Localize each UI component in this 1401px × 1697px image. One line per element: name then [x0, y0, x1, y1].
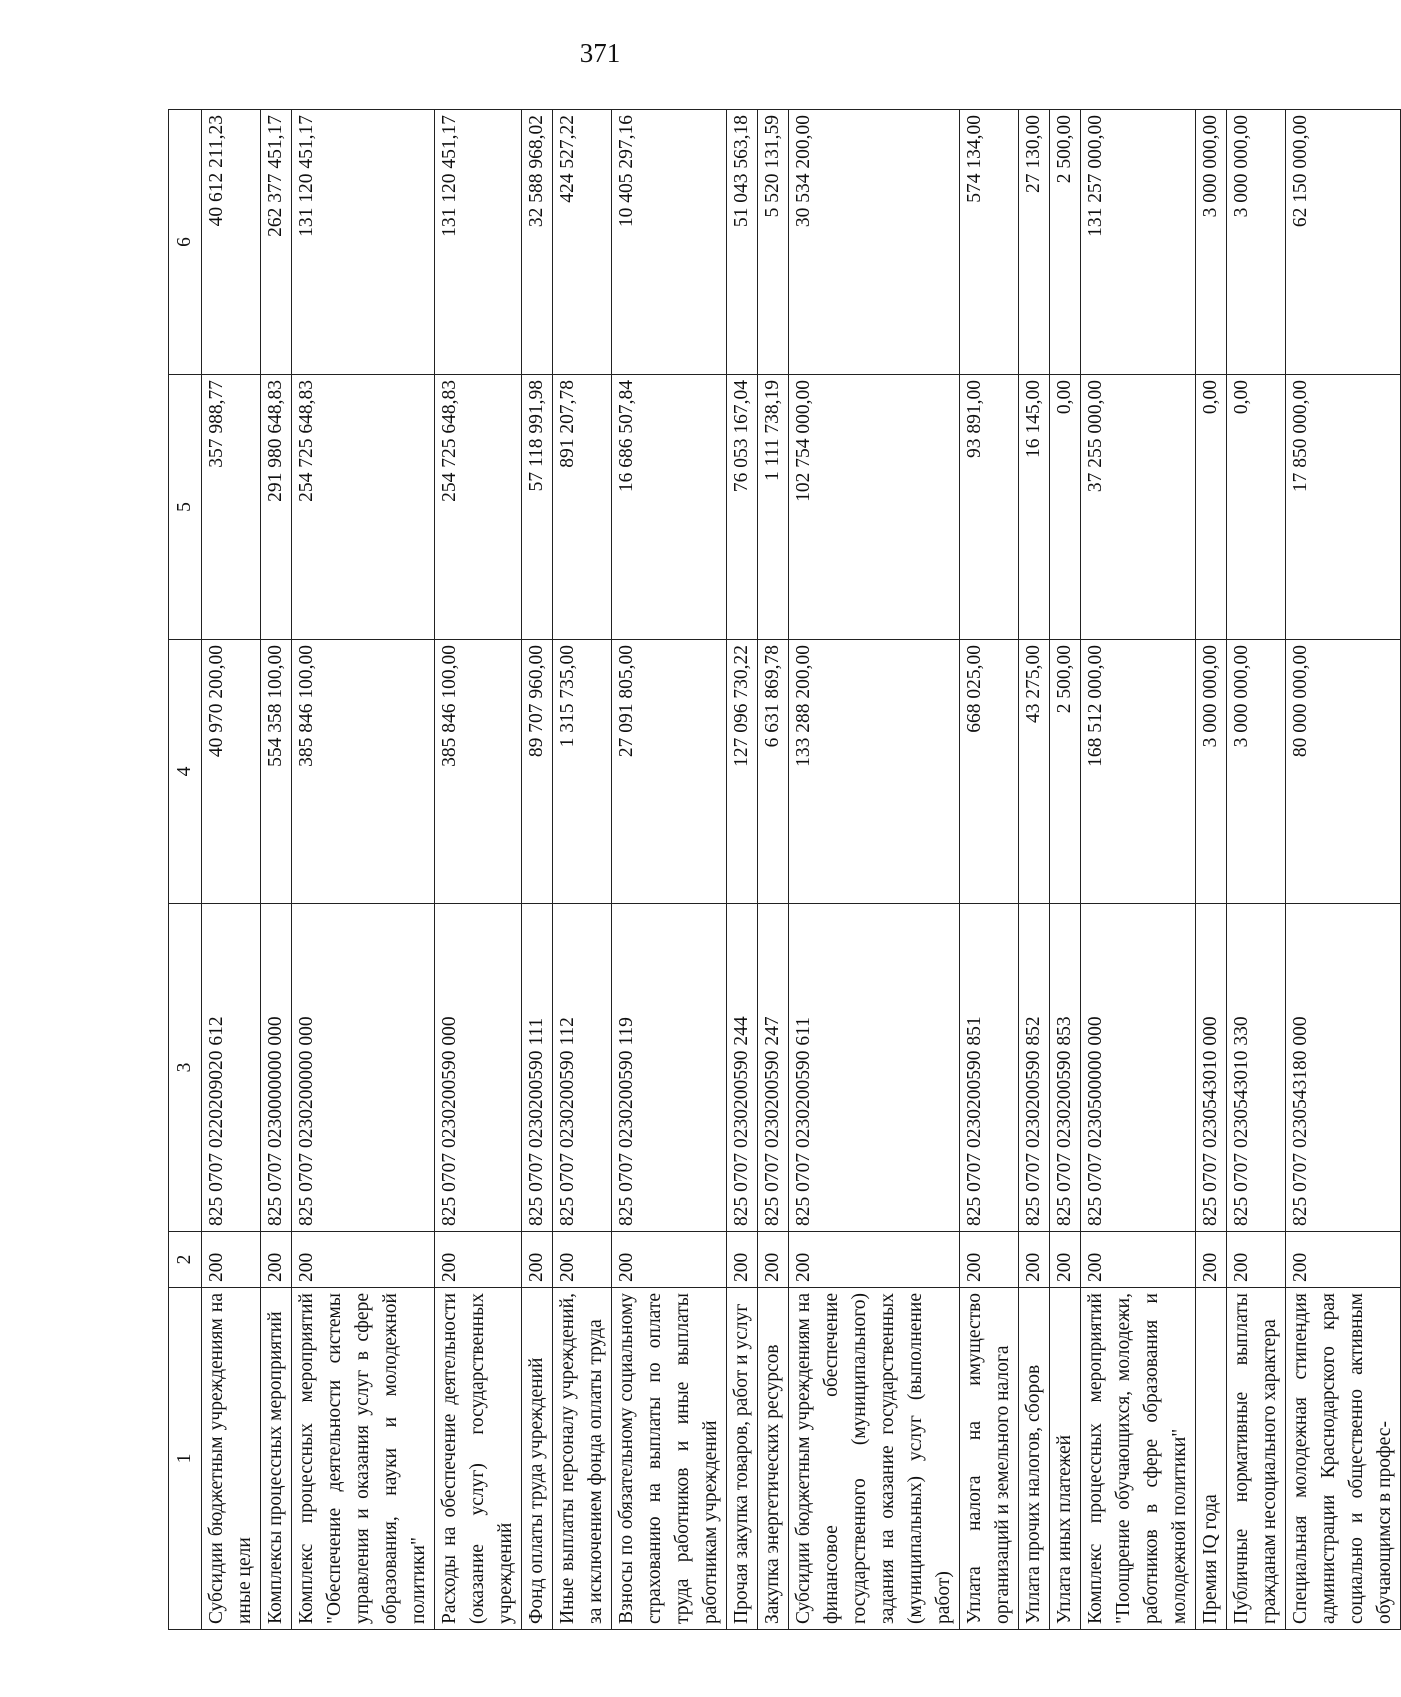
row-code-cell: 200: [1081, 1232, 1196, 1288]
row-column-5-cell: 0,00: [1196, 375, 1227, 640]
table-row: [292, 110, 435, 1630]
row-code-cell: 200: [789, 1232, 960, 1288]
row-name-cell: Комплексы процессных мероприятий: [261, 1288, 292, 1630]
row-column-6-cell: 10 405 297,16: [612, 110, 727, 375]
row-classification-cell: 825 0707 0230200590 112: [553, 904, 612, 1232]
row-classification-cell: 825 0707 0230200000 000: [292, 904, 435, 1232]
table-row: [1081, 110, 1196, 1630]
row-column-4-cell: 6 631 869,78: [758, 640, 789, 904]
row-column-4-cell: 89 707 960,00: [522, 640, 553, 904]
row-column-6-cell: 30 534 200,00: [789, 110, 960, 375]
row-column-5-cell: 102 754 000,00: [789, 375, 960, 640]
row-column-5-cell: 16 686 507,84: [612, 375, 727, 640]
row-column-5-cell: 76 053 167,04: [727, 375, 758, 640]
table-row: [758, 110, 789, 1630]
row-column-6-cell: 131 120 451,17: [292, 110, 435, 375]
budget-table-body: [169, 110, 1401, 1630]
row-column-6-cell: 131 257 000,00: [1081, 110, 1196, 375]
header-cell-4: 4: [169, 640, 202, 904]
row-column-5-cell: 37 255 000,00: [1081, 375, 1196, 640]
row-classification-cell: 825 0707 0230200590 851: [960, 904, 1019, 1232]
row-column-4-cell: 40 970 200,00: [202, 640, 261, 904]
row-classification-cell: 825 0707 0230200590 853: [1050, 904, 1081, 1232]
row-name-cell: Уплата прочих налогов, сборов: [1019, 1288, 1050, 1630]
row-code-cell: 200: [727, 1232, 758, 1288]
row-classification-cell: 825 0707 0230200590 000: [435, 904, 522, 1232]
row-code-cell: 200: [1227, 1232, 1286, 1288]
row-code-cell: 200: [435, 1232, 522, 1288]
table-row: [1227, 110, 1286, 1630]
row-code-cell: 200: [202, 1232, 261, 1288]
row-column-4-cell: 80 000 000,00: [1286, 640, 1401, 904]
header-cell-5: 5: [169, 375, 202, 640]
row-name-cell: Публичные нормативные выплаты гражданам несоциального характера: [1227, 1288, 1286, 1630]
header-cell-2: 2: [169, 1232, 202, 1288]
row-name-cell: Расходы на обеспечение деятельности (оказание услуг) государственных учреждений: [435, 1288, 522, 1630]
row-classification-cell: 825 0707 0230000000 000: [261, 904, 292, 1232]
table-row: [1019, 110, 1050, 1630]
row-name-cell: Прочая закупка товаров, работ и услуг: [727, 1288, 758, 1630]
table-row: [1286, 110, 1401, 1630]
row-column-6-cell: 3 000 000,00: [1227, 110, 1286, 375]
row-column-4-cell: 554 358 100,00: [261, 640, 292, 904]
row-name-cell: Премия IQ года: [1196, 1288, 1227, 1630]
row-code-cell: 200: [261, 1232, 292, 1288]
table-row: [612, 110, 727, 1630]
table-row: [727, 110, 758, 1630]
row-column-6-cell: 62 150 000,00: [1286, 110, 1401, 375]
row-column-4-cell: 2 500,00: [1050, 640, 1081, 904]
table-row: [261, 110, 292, 1630]
row-name-cell: Фонд оплаты труда учреждений: [522, 1288, 553, 1630]
row-name-cell: Комплекс процессных мероприятий "Обеспечение деятельности системы управления и оказания услуг в сфере образования, науки и молодежной политики": [292, 1288, 435, 1630]
row-column-5-cell: 57 118 991,98: [522, 375, 553, 640]
row-name-cell: Уплата иных платежей: [1050, 1288, 1081, 1630]
header-cell-1: 1: [169, 1288, 202, 1630]
table-row: [1196, 110, 1227, 1630]
row-column-4-cell: 385 846 100,00: [435, 640, 522, 904]
table-row: [553, 110, 612, 1630]
row-column-5-cell: 891 207,78: [553, 375, 612, 640]
row-code-cell: 200: [1050, 1232, 1081, 1288]
row-column-5-cell: 254 725 648,83: [435, 375, 522, 640]
row-column-4-cell: 3 000 000,00: [1227, 640, 1286, 904]
row-name-cell: Субсидии бюджетным учреждениям на иные цели: [202, 1288, 261, 1630]
row-column-5-cell: 16 145,00: [1019, 375, 1050, 640]
row-column-6-cell: 5 520 131,59: [758, 110, 789, 375]
row-column-4-cell: 668 025,00: [960, 640, 1019, 904]
row-column-6-cell: 51 043 563,18: [727, 110, 758, 375]
row-column-4-cell: 133 288 200,00: [789, 640, 960, 904]
row-classification-cell: 825 0707 0220209020 612: [202, 904, 261, 1232]
row-column-6-cell: 574 134,00: [960, 110, 1019, 375]
row-name-cell: Субсидии бюджетным учреждениям на финансовое обеспечение государственного (муниципального) задания на оказание государственных (муниципальных) услуг (выполнение работ): [789, 1288, 960, 1630]
row-column-4-cell: 43 275,00: [1019, 640, 1050, 904]
row-code-cell: 200: [292, 1232, 435, 1288]
row-code-cell: 200: [1196, 1232, 1227, 1288]
row-column-4-cell: 127 096 730,22: [727, 640, 758, 904]
row-column-4-cell: 1 315 735,00: [553, 640, 612, 904]
row-classification-cell: 825 0707 0230500000 000: [1081, 904, 1196, 1232]
row-classification-cell: 825 0707 0230200590 119: [612, 904, 727, 1232]
row-column-5-cell: 0,00: [1050, 375, 1081, 640]
row-column-6-cell: 131 120 451,17: [435, 110, 522, 375]
row-column-5-cell: 291 980 648,83: [261, 375, 292, 640]
row-column-6-cell: 27 130,00: [1019, 110, 1050, 375]
row-code-cell: 200: [553, 1232, 612, 1288]
row-column-6-cell: 40 612 211,23: [202, 110, 261, 375]
row-classification-cell: 825 0707 0230543010 330: [1227, 904, 1286, 1232]
table-row: [1050, 110, 1081, 1630]
row-column-4-cell: 3 000 000,00: [1196, 640, 1227, 904]
table-row: [202, 110, 261, 1630]
row-column-4-cell: 27 091 805,00: [612, 640, 727, 904]
row-column-5-cell: 93 891,00: [960, 375, 1019, 640]
row-column-5-cell: 17 850 000,00: [1286, 375, 1401, 640]
row-name-cell: Комплекс процессных мероприятий "Поощрение обучающихся, молодежи, работников в сфере образования и молодежной политики": [1081, 1288, 1196, 1630]
row-classification-cell: 825 0707 0230200590 111: [522, 904, 553, 1232]
table-row: [435, 110, 522, 1630]
row-column-6-cell: 262 377 451,17: [261, 110, 292, 375]
table-row: [789, 110, 960, 1630]
table-row: [522, 110, 553, 1630]
page-number: 371: [579, 38, 621, 68]
table-row: [960, 110, 1019, 1630]
row-name-cell: Взносы по обязательному социальному страхованию на выплаты по оплате труда работников и иные выплаты работникам учреждений: [612, 1288, 727, 1630]
row-classification-cell: 825 0707 0230543180 000: [1286, 904, 1401, 1232]
row-classification-cell: 825 0707 0230200590 611: [789, 904, 960, 1232]
row-classification-cell: 825 0707 0230200590 247: [758, 904, 789, 1232]
row-code-cell: 200: [612, 1232, 727, 1288]
header-cell-3: 3: [169, 904, 202, 1232]
row-code-cell: 200: [758, 1232, 789, 1288]
row-column-4-cell: 168 512 000,00: [1081, 640, 1196, 904]
row-name-cell: Специальная молодежная стипендия администрации Краснодарского края социально и общественно активным обучающимся в профес-: [1286, 1288, 1401, 1630]
row-column-5-cell: 254 725 648,83: [292, 375, 435, 640]
row-name-cell: Иные выплаты персоналу учреждений, за исключением фонда оплаты труда: [553, 1288, 612, 1630]
row-column-6-cell: 2 500,00: [1050, 110, 1081, 375]
row-column-4-cell: 385 846 100,00: [292, 640, 435, 904]
row-code-cell: 200: [522, 1232, 553, 1288]
header-cell-6: 6: [169, 110, 202, 375]
row-code-cell: 200: [1286, 1232, 1401, 1288]
table-header-row: [169, 110, 202, 1630]
row-column-5-cell: 0,00: [1227, 375, 1286, 640]
row-name-cell: Закупка энергетических ресурсов: [758, 1288, 789, 1630]
row-name-cell: Уплата налога на имущество организаций и земельного налога: [960, 1288, 1019, 1630]
rotated-table-container: [168, 110, 1395, 1630]
row-column-6-cell: 32 588 968,02: [522, 110, 553, 375]
row-classification-cell: 825 0707 0230543010 000: [1196, 904, 1227, 1232]
row-classification-cell: 825 0707 0230200590 852: [1019, 904, 1050, 1232]
row-column-5-cell: 1 111 738,19: [758, 375, 789, 640]
row-column-6-cell: 3 000 000,00: [1196, 110, 1227, 375]
row-column-6-cell: 424 527,22: [553, 110, 612, 375]
row-classification-cell: 825 0707 0230200590 244: [727, 904, 758, 1232]
row-code-cell: 200: [1019, 1232, 1050, 1288]
row-code-cell: 200: [960, 1232, 1019, 1288]
budget-table: [168, 109, 1401, 1630]
row-column-5-cell: 357 988,77: [202, 375, 261, 640]
